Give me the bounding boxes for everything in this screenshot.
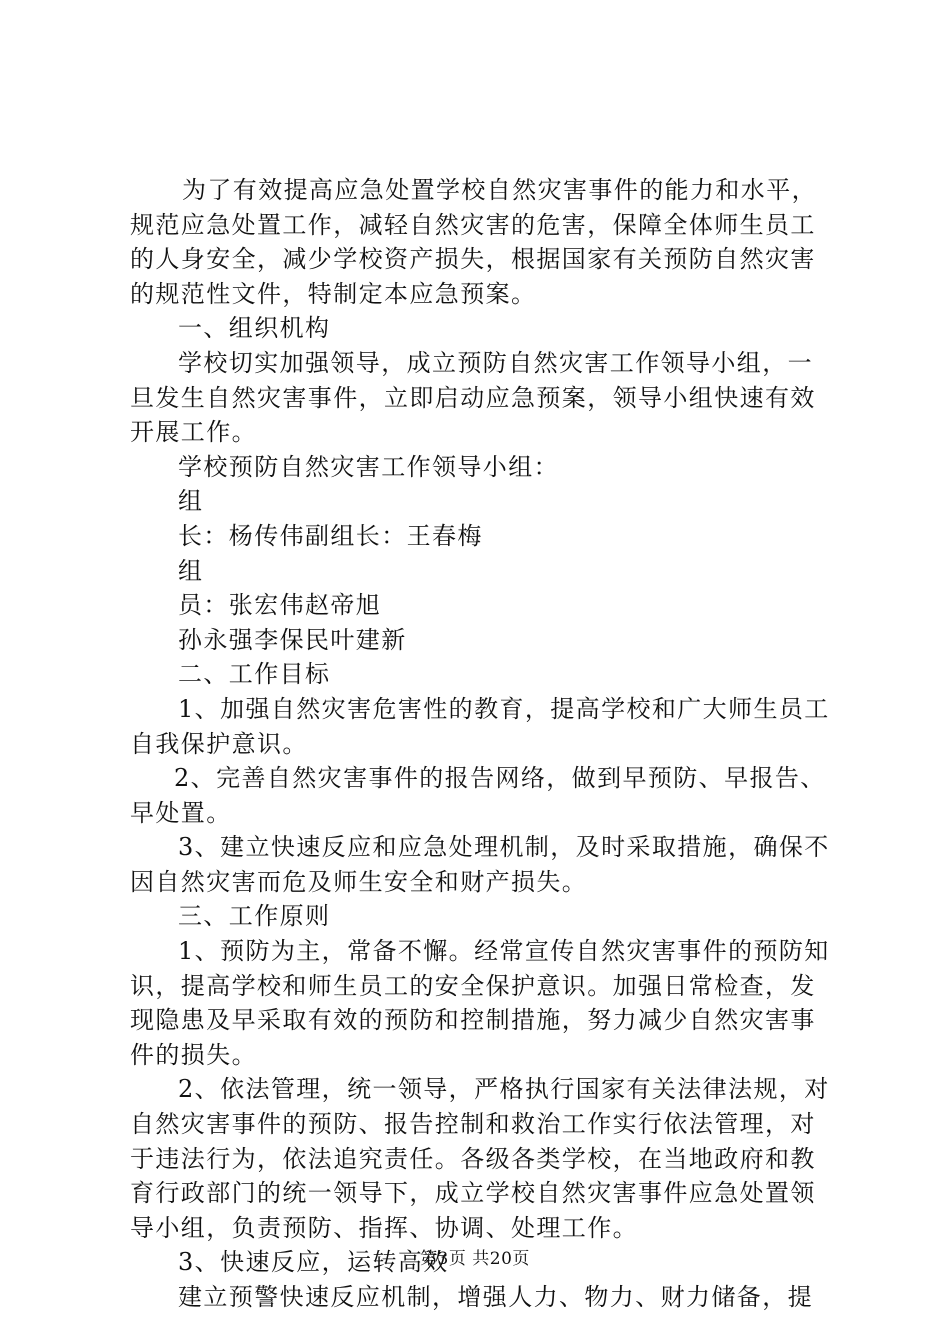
paragraph-line: 规范应急处置工作，减轻自然灾害的危害，保障全体师生员工 bbox=[130, 210, 816, 239]
paragraph-line: 导小组，负责预防、指挥、协调、处理工作。 bbox=[130, 1213, 638, 1242]
section-heading: 二、工作目标 bbox=[178, 660, 331, 689]
paragraph-line: 组 bbox=[178, 556, 204, 585]
paragraph-line: 现隐患及早采取有效的预防和控制措施，努力减少自然灾害事 bbox=[130, 1006, 816, 1035]
paragraph-line: 开展工作。 bbox=[130, 418, 257, 447]
page-footer bbox=[0, 1244, 950, 1269]
page-number: 第3页 共20页 bbox=[420, 1249, 530, 1269]
paragraph-line: 1、预防为主，常备不懈。经常宣传自然灾害事件的预防知 bbox=[178, 937, 830, 966]
document-body bbox=[130, 173, 832, 1315]
paragraph-line: 识，提高学校和师生员工的安全保护意识。加强日常检查，发 bbox=[130, 971, 816, 1000]
paragraph-line: 育行政部门的统一领导下，成立学校自然灾害事件应急处置领 bbox=[130, 1179, 816, 1208]
paragraph-line: 学校切实加强领导，成立预防自然灾害工作领导小组，一 bbox=[178, 348, 813, 377]
paragraph-line: 因自然灾害而危及师生安全和财产损失。 bbox=[130, 867, 588, 896]
paragraph-line: 学校预防自然灾害工作领导小组： bbox=[178, 452, 559, 481]
paragraph-line: 组 bbox=[178, 487, 204, 516]
paragraph-line: 长：杨传伟副组长：王春梅 bbox=[178, 521, 483, 550]
paragraph-line: 自我保护意识。 bbox=[130, 729, 308, 758]
paragraph-line: 于违法行为，依法追究责任。各级各类学校，在当地政府和教 bbox=[130, 1144, 816, 1173]
paragraph-line: 早处置。 bbox=[130, 798, 232, 827]
paragraph-line: 的人身安全，减少学校资产损失，根据国家有关预防自然灾害 bbox=[130, 245, 816, 274]
paragraph-line: 3、建立快速反应和应急处理机制，及时采取措施，确保不 bbox=[178, 833, 830, 862]
paragraph-line: 建立预警快速反应机制，增强人力、物力、财力储备，提 bbox=[178, 1283, 813, 1311]
section-heading: 三、工作原则 bbox=[178, 902, 331, 931]
paragraph-line: 自然灾害事件的预防、报告控制和救治工作实行依法管理，对 bbox=[130, 1110, 816, 1139]
paragraph-line: 员：张宏伟赵帝旭 bbox=[178, 591, 382, 620]
paragraph-line: 旦发生自然灾害事件，立即启动应急预案，领导小组快速有效 bbox=[130, 383, 816, 412]
paragraph-line: 3、快速反应，运转高效 bbox=[178, 1248, 449, 1277]
section-heading: 一、组织机构 bbox=[178, 314, 331, 343]
paragraph-line: 2、依法管理，统一领导，严格执行国家有关法律法规，对 bbox=[178, 1075, 830, 1104]
paragraph-line: 的规范性文件，特制定本应急预案。 bbox=[130, 279, 537, 308]
paragraph-line: 1、加强自然灾害危害性的教育，提高学校和广大师生员工 bbox=[178, 694, 830, 723]
paragraph-line: 孙永强李保民叶建新 bbox=[178, 625, 407, 654]
paragraph-line: 件的损失。 bbox=[130, 1040, 257, 1069]
paragraph-line: 2、完善自然灾害事件的报告网络，做到早预防、早报告、 bbox=[174, 764, 826, 793]
paragraph-line: 为了有效提高应急处置学校自然灾害事件的能力和水平， bbox=[182, 176, 817, 204]
